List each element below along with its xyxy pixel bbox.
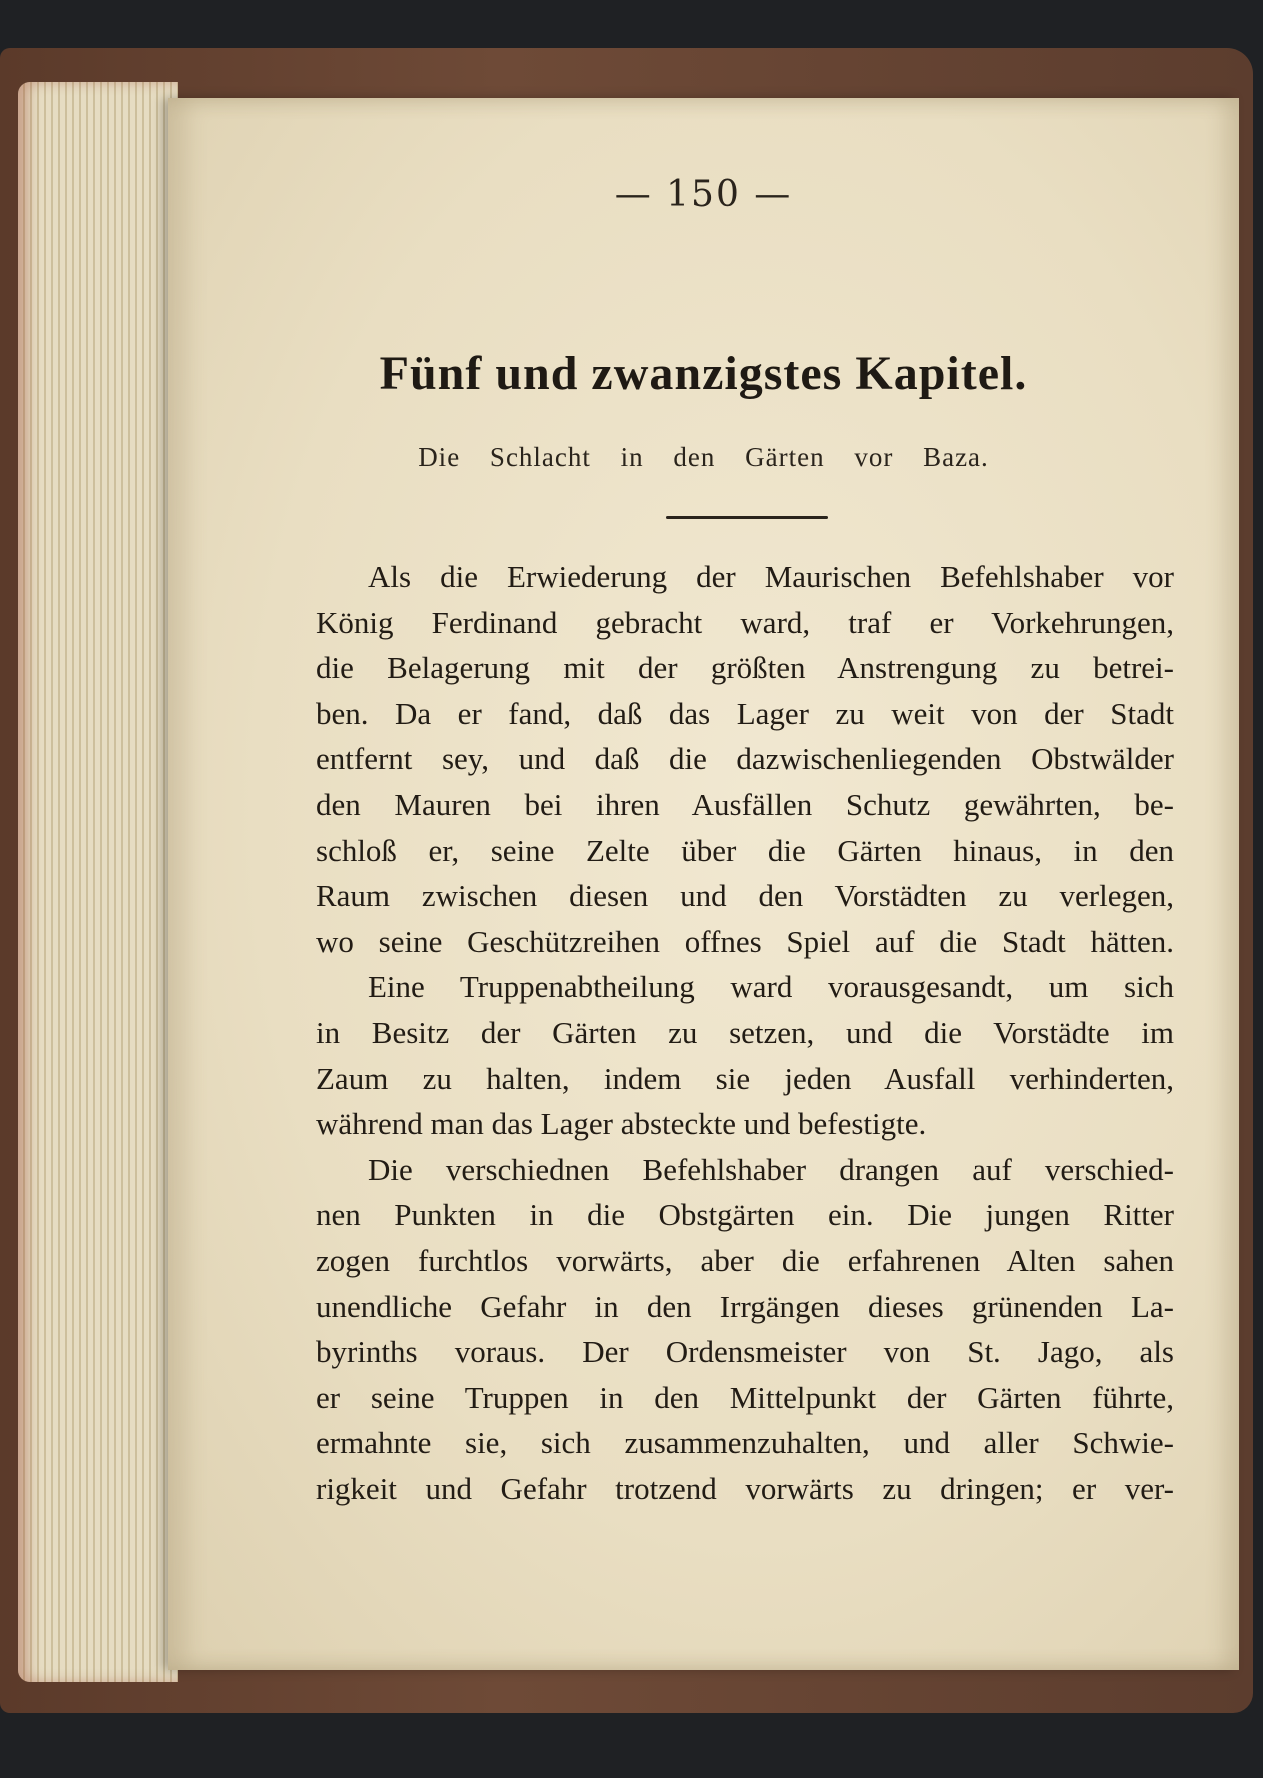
text-line: den Mauren bei ihren Ausfällen Schutz gewährten, be- <box>316 786 1174 822</box>
chapter-subtitle: Die Schlacht in den Gärten vor Baza. <box>418 442 989 472</box>
title-divider <box>666 516 828 519</box>
text-line: Als die Erwiederung der Maurischen Befehlshaber vor <box>368 559 1174 594</box>
text-line: während man das Lager absteckte und befestigte. <box>316 1106 927 1142</box>
book-page <box>168 98 1239 1670</box>
text-line: schloß er, seine Zelte über die Gärten hinaus, in den <box>316 832 1174 868</box>
text-line: Die verschiednen Befehlshaber drangen auf verschied- <box>368 1151 1174 1187</box>
text-line: ben. Da er fand, daß das Lager zu weit von der Stadt <box>316 695 1174 731</box>
chapter-title: Fünf und zwanzigstes Kapitel. <box>379 347 1028 400</box>
text-line: byrinths voraus. Der Ordensmeister von St. Jago, als <box>316 1334 1174 1370</box>
text-line: ermahnte sie, sich zusammenzuhalten, und aller Schwie- <box>316 1425 1174 1461</box>
body-text <box>316 554 1174 1511</box>
text-line: entfernt sey, und daß die dazwischenliegenden Obstwälder <box>316 741 1174 777</box>
text-line: in Besitz der Gärten zu setzen, und die Vorstädte im <box>316 1014 1174 1050</box>
text-line: König Ferdinand gebracht ward, traf er Vorkehrungen, <box>316 604 1174 640</box>
text-line: rigkeit und Gefahr trotzend vorwärts zu dringen; er ver- <box>316 1470 1174 1506</box>
text-line: zogen furchtlos vorwärts, aber die erfahrenen Alten sahen <box>316 1242 1174 1278</box>
text-line: wo seine Geschützreihen offnes Spiel auf die Stadt hätten. <box>316 923 1174 959</box>
text-line: unendliche Gefahr in den Irrgängen dieses grünenden La- <box>316 1288 1174 1324</box>
text-line: nen Punkten in die Obstgärten ein. Die jungen Ritter <box>316 1197 1174 1233</box>
page-number: — 150 — <box>614 174 793 215</box>
text-line: Raum zwischen diesen und den Vorstädten zu verlegen, <box>316 878 1174 914</box>
text-line: Zaum zu halten, indem sie jeden Ausfall verhinderten, <box>316 1060 1174 1096</box>
page-edges <box>18 82 178 1682</box>
text-line: die Belagerung mit der größten Anstrengung zu betrei- <box>316 650 1174 686</box>
text-line: Eine Truppenabtheilung ward vorausgesandt, um sich <box>368 969 1174 1005</box>
text-line: er seine Truppen in den Mittelpunkt der Gärten führte, <box>316 1379 1174 1415</box>
